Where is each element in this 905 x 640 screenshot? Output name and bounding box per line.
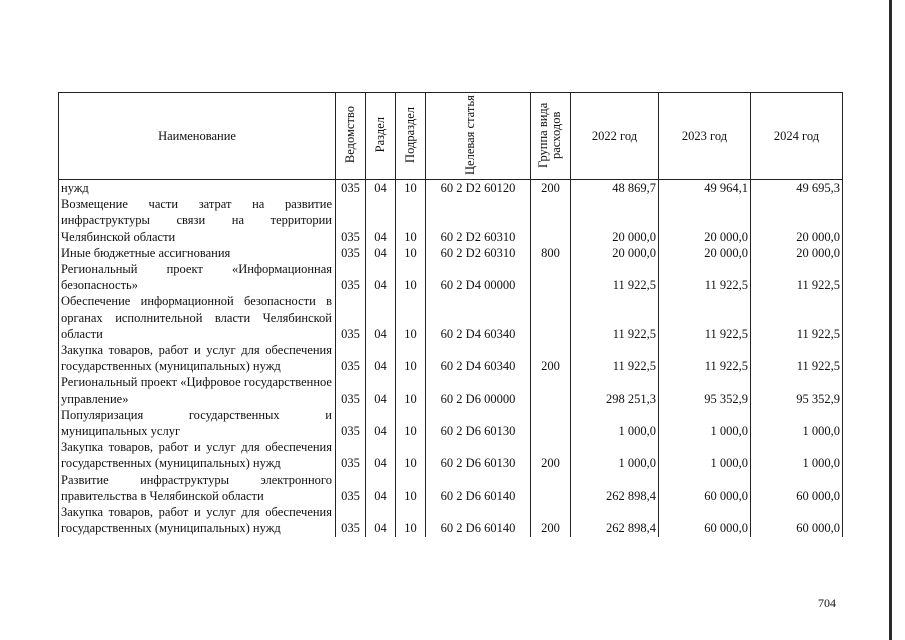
header-celevaya-statya: Целевая статья: [426, 93, 531, 180]
cell-podrazdel: 10: [396, 472, 426, 504]
header-razdel: Раздел: [366, 93, 396, 180]
cell-vedomstvo: 035: [336, 374, 366, 406]
table-row: [59, 261, 843, 293]
cell-2022: 262 898,4: [571, 504, 659, 537]
table-header-row: [59, 93, 843, 180]
cell-celevaya-statya: 60 2 D6 60130: [426, 439, 531, 471]
cell-name: Развитие инфраструктуры электронного правительства в Челябинской области: [59, 472, 336, 504]
table-row: [59, 180, 843, 197]
cell-podrazdel: 10: [396, 245, 426, 261]
cell-2023: 20 000,0: [659, 245, 751, 261]
header-2023: 2023 год: [659, 93, 751, 180]
cell-celevaya-statya: 60 2 D4 60340: [426, 293, 531, 342]
cell-podrazdel: 10: [396, 196, 426, 245]
cell-vedomstvo: 035: [336, 407, 366, 439]
cell-name: Возмещение части затрат на развитие инфраструктуры связи на территории Челябинской области: [59, 196, 336, 245]
cell-gruppa: 200: [531, 180, 571, 197]
cell-2023: 49 964,1: [659, 180, 751, 197]
cell-gruppa: 800: [531, 245, 571, 261]
cell-razdel: 04: [366, 293, 396, 342]
table-row: [59, 293, 843, 342]
cell-2024: 60 000,0: [751, 472, 843, 504]
cell-podrazdel: 10: [396, 261, 426, 293]
cell-name: нужд: [59, 180, 336, 197]
cell-razdel: 04: [366, 261, 396, 293]
cell-vedomstvo: 035: [336, 261, 366, 293]
cell-vedomstvo: 035: [336, 196, 366, 245]
cell-celevaya-statya: 60 2 D2 60310: [426, 245, 531, 261]
cell-podrazdel: 10: [396, 407, 426, 439]
cell-2023: 20 000,0: [659, 196, 751, 245]
cell-razdel: 04: [366, 407, 396, 439]
cell-2023: 95 352,9: [659, 374, 751, 406]
cell-celevaya-statya: 60 2 D6 60140: [426, 472, 531, 504]
cell-gruppa: [531, 196, 571, 245]
cell-razdel: 04: [366, 180, 396, 197]
cell-2023: 1 000,0: [659, 407, 751, 439]
cell-name: Закупка товаров, работ и услуг для обеспечения государственных (муниципальных) нужд: [59, 439, 336, 471]
cell-gruppa: 200: [531, 342, 571, 374]
cell-gruppa: [531, 407, 571, 439]
cell-vedomstvo: 035: [336, 472, 366, 504]
table-body: [59, 180, 843, 538]
cell-2024: 60 000,0: [751, 504, 843, 537]
cell-name: Региональный проект «Цифровое государственное управление»: [59, 374, 336, 406]
cell-celevaya-statya: 60 2 D2 60120: [426, 180, 531, 197]
table-row: [59, 407, 843, 439]
cell-name: Закупка товаров, работ и услуг для обеспечения государственных (муниципальных) нужд: [59, 342, 336, 374]
cell-2023: 1 000,0: [659, 439, 751, 471]
cell-podrazdel: 10: [396, 180, 426, 197]
cell-vedomstvo: 035: [336, 245, 366, 261]
cell-name: Обеспечение информационной безопасности в органах исполнительной власти Челябинской области: [59, 293, 336, 342]
cell-vedomstvo: 035: [336, 342, 366, 374]
cell-2023: 11 922,5: [659, 293, 751, 342]
cell-celevaya-statya: 60 2 D6 60130: [426, 407, 531, 439]
cell-razdel: 04: [366, 374, 396, 406]
cell-2024: 95 352,9: [751, 374, 843, 406]
cell-celevaya-statya: 60 2 D6 00000: [426, 374, 531, 406]
cell-2022: 48 869,7: [571, 180, 659, 197]
cell-2024: 1 000,0: [751, 407, 843, 439]
cell-2023: 60 000,0: [659, 504, 751, 537]
cell-2024: 11 922,5: [751, 261, 843, 293]
cell-2022: 20 000,0: [571, 245, 659, 261]
header-vedomstvo: Ведомство: [336, 93, 366, 180]
cell-2024: 11 922,5: [751, 342, 843, 374]
cell-name: Популяризация государственных и муниципальных услуг: [59, 407, 336, 439]
scan-edge-line: [889, 0, 892, 640]
cell-2022: 298 251,3: [571, 374, 659, 406]
table-row: [59, 504, 843, 537]
cell-2022: 11 922,5: [571, 261, 659, 293]
cell-razdel: 04: [366, 439, 396, 471]
cell-2024: 20 000,0: [751, 196, 843, 245]
cell-celevaya-statya: 60 2 D2 60310: [426, 196, 531, 245]
table-row: [59, 472, 843, 504]
cell-gruppa: [531, 472, 571, 504]
cell-gruppa: 200: [531, 504, 571, 537]
page-number: 704: [818, 596, 836, 610]
cell-razdel: 04: [366, 196, 396, 245]
cell-name: Региональный проект «Информационная безопасность»: [59, 261, 336, 293]
cell-2024: 49 695,3: [751, 180, 843, 197]
cell-2022: 1 000,0: [571, 439, 659, 471]
cell-gruppa: [531, 261, 571, 293]
cell-gruppa: [531, 374, 571, 406]
cell-podrazdel: 10: [396, 342, 426, 374]
cell-gruppa: 200: [531, 439, 571, 471]
table-row: [59, 439, 843, 471]
cell-2023: 60 000,0: [659, 472, 751, 504]
cell-2022: 262 898,4: [571, 472, 659, 504]
cell-2024: 20 000,0: [751, 245, 843, 261]
cell-2024: 11 922,5: [751, 293, 843, 342]
cell-vedomstvo: 035: [336, 293, 366, 342]
cell-2022: 1 000,0: [571, 407, 659, 439]
cell-2022: 11 922,5: [571, 342, 659, 374]
cell-podrazdel: 10: [396, 439, 426, 471]
cell-2022: 20 000,0: [571, 196, 659, 245]
table-row: [59, 374, 843, 406]
header-podrazdel: Подраздел: [396, 93, 426, 180]
header-2024: 2024 год: [751, 93, 843, 180]
cell-vedomstvo: 035: [336, 180, 366, 197]
table-row: [59, 196, 843, 245]
header-gruppa-vida-rashodov: Группа вида расходов: [531, 93, 571, 180]
cell-razdel: 04: [366, 504, 396, 537]
cell-razdel: 04: [366, 342, 396, 374]
cell-2022: 11 922,5: [571, 293, 659, 342]
cell-2024: 1 000,0: [751, 439, 843, 471]
budget-table: [58, 92, 843, 537]
cell-podrazdel: 10: [396, 374, 426, 406]
table-row: [59, 245, 843, 261]
table-row: [59, 342, 843, 374]
cell-name: Закупка товаров, работ и услуг для обеспечения государственных (муниципальных) нужд: [59, 504, 336, 537]
header-2022: 2022 год: [571, 93, 659, 180]
cell-gruppa: [531, 293, 571, 342]
cell-razdel: 04: [366, 245, 396, 261]
cell-podrazdel: 10: [396, 504, 426, 537]
cell-celevaya-statya: 60 2 D4 60340: [426, 342, 531, 374]
cell-razdel: 04: [366, 472, 396, 504]
cell-celevaya-statya: 60 2 D4 00000: [426, 261, 531, 293]
cell-name: Иные бюджетные ассигнования: [59, 245, 336, 261]
cell-2023: 11 922,5: [659, 342, 751, 374]
cell-celevaya-statya: 60 2 D6 60140: [426, 504, 531, 537]
cell-vedomstvo: 035: [336, 504, 366, 537]
cell-podrazdel: 10: [396, 293, 426, 342]
header-name: Наименование: [59, 93, 336, 180]
cell-vedomstvo: 035: [336, 439, 366, 471]
cell-2023: 11 922,5: [659, 261, 751, 293]
